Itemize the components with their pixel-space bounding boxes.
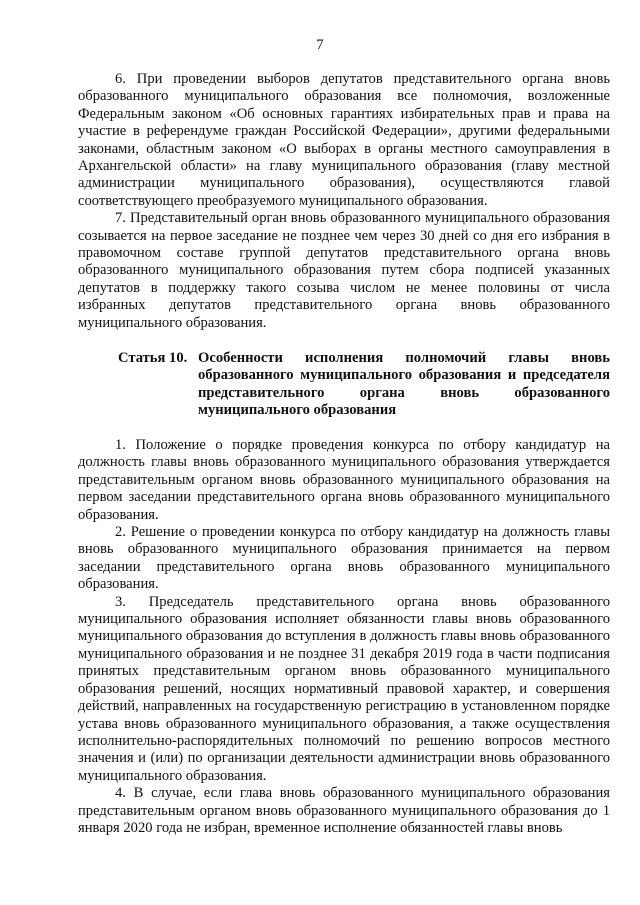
paragraph-7: 7. Представительный орган вновь образованного муниципального образования созывается на первое заседание не позднее чем через 30 дней со дня его избрания в правомочном составе группой депутатов представительного органа вновь образованного муниципального образования путем сбора подписей указанных депутатов в поддержку такого созыва числом не менее половины от числа избранных депутатов представительного органа вновь образованного муниципального образования. [78, 210, 610, 331]
article-heading [118, 350, 610, 420]
paragraphs-bottom [78, 437, 610, 837]
article-title: Особенности исполнения полномочий главы вновь образованного муниципального образования и председателя представительного органа вновь образованного муниципального образования [198, 350, 610, 419]
paragraph-2: 2. Решение о проведении конкурса по отбору кандидатур на должность главы вновь образованного муниципального образования принимается на первом заседании представительного органа вновь образованного муниципального образования. [78, 524, 610, 593]
page-number: 7 [316, 37, 324, 53]
paragraph-3: 3. Председатель представительного органа вновь образованного муниципального образования исполняет обязанности главы вновь образованного муниципального образования до вступления в должность главы вновь образованного муниципального образования и не позднее 31 декабря 2019 года в части подписания принятых представительным органом вновь образованного муниципального образования решений, носящих нормативный правовой характер, и совершения действий, направленных на государственную регистрацию в установленном порядке устава вновь образованного муниципального образования, а также осуществления исполнительно-распорядительных полномочий по решению вопросов местного значения и (или) по организации деятельности администрации вновь образованного муниципального образования. [78, 593, 610, 784]
paragraphs-top [78, 71, 610, 332]
paragraph-1: 1. Положение о порядке проведения конкурса по отбору кандидатур на должность главы вновь образованного муниципального образования утверждается представительным органом вновь образованного муниципального образования на первом заседании представительного органа вновь образованного муниципального образования. [78, 437, 610, 523]
paragraph-4: 4. В случае, если глава вновь образованного муниципального образования представительным органом вновь образованного муниципального образования до 1 января 2020 года не избран, временное исполнение обязанностей главы вновь [78, 785, 610, 836]
paragraph-6: 6. При проведении выборов депутатов представительного органа вновь образованного муниципального образования все полномочия, возложенные Федеральным законом «Об основных гарантиях избирательных прав и права на участие в референдуме граждан Российской Федерации», другими федеральными законами, областным законом «О выборах в органы местного самоуправления в Архангельской области» на главу муниципального образования (главу местной администрации муниципального образования), осуществляются главой соответствующего преобразуемого муниципального образования. [78, 71, 610, 209]
article-label: Статья 10. [118, 350, 188, 366]
